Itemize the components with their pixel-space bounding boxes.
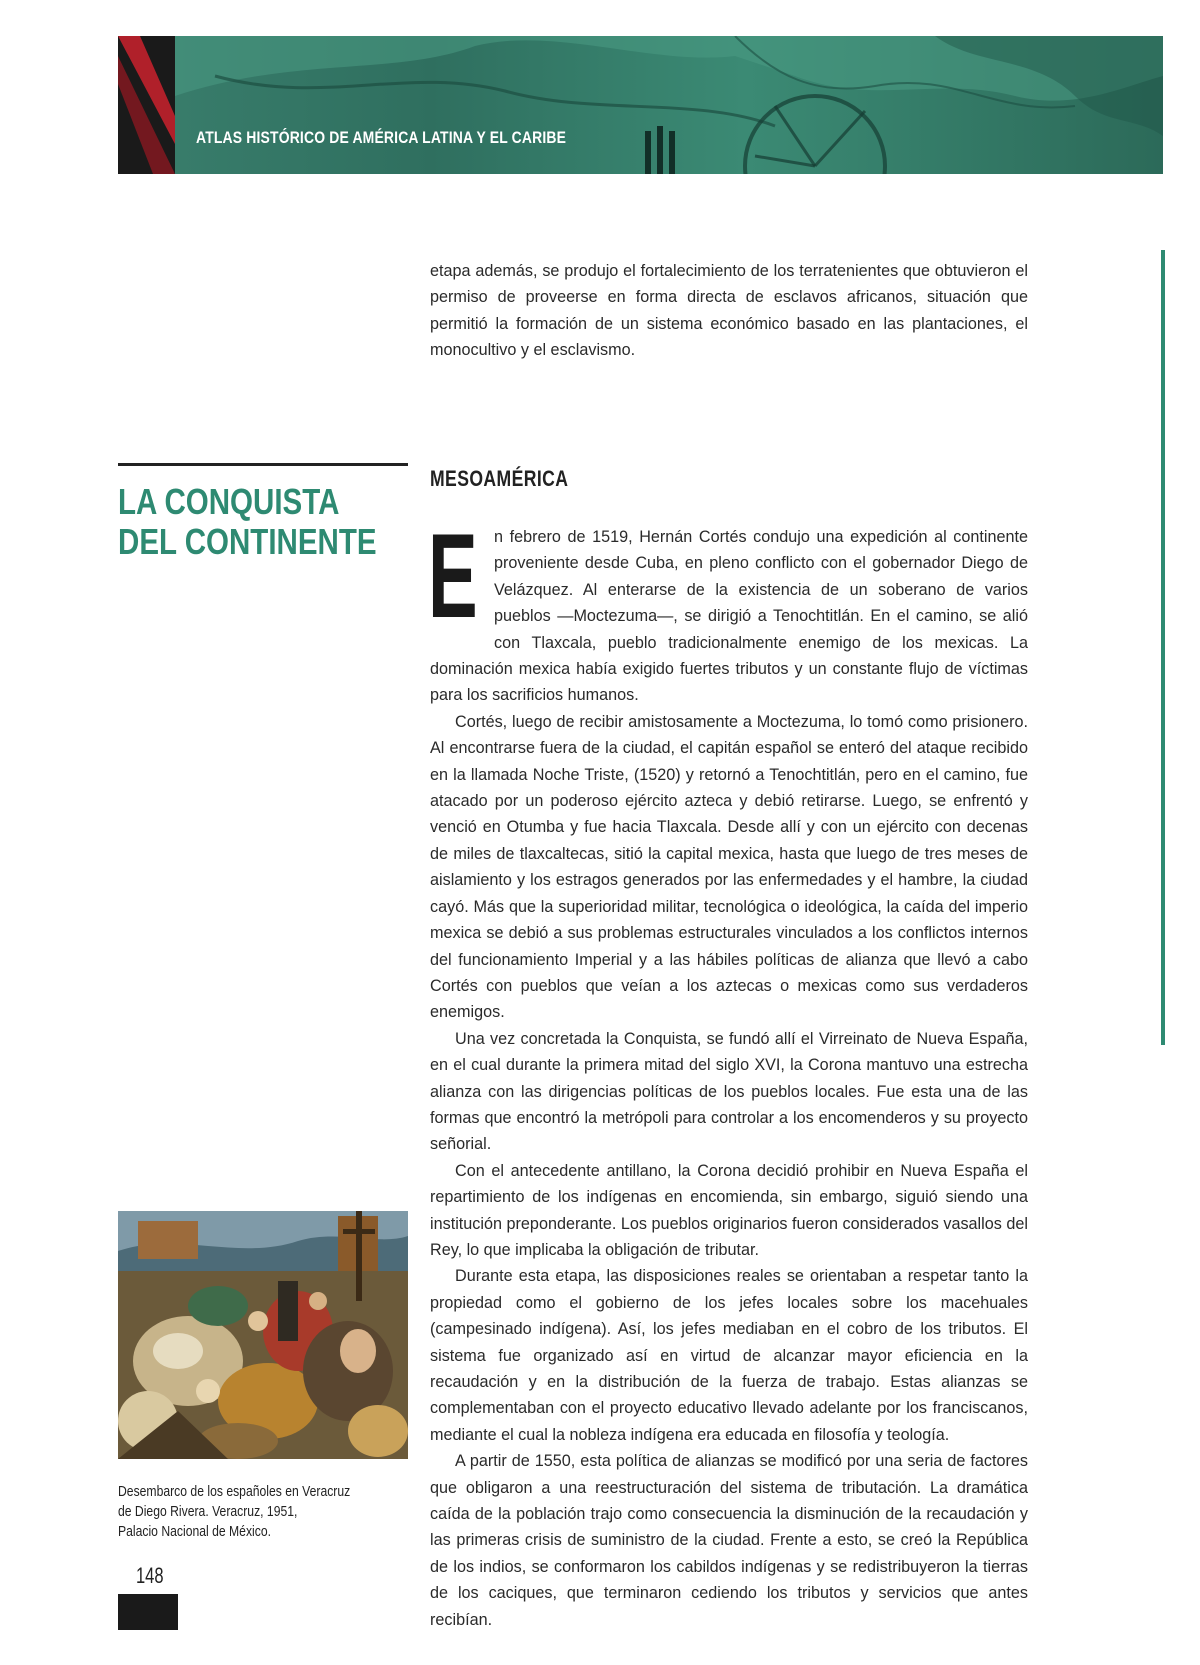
section-title-line1: LA CONQUISTA (118, 481, 340, 522)
red-stripe-decoration (118, 36, 175, 174)
article-paragraph: A partir de 1550, esta política de alianzas se modificó por una seria de factores que obligaron a una reestructuración del sistema de tributación. La dramática caída de la población trajo como consecuencia la disminución de la recaudación y las primeras crisis de suministro de la ciudad. Frente a esto, se creó la República de los indios, se conformaron los cabildos indígenas y se redistribuyeron la tierras de los caciques, que terminaron cediendo los tributos y servicios que antes recibían. (430, 1452, 1028, 1629)
page-number-block (118, 1594, 178, 1630)
caption-line1: Desembarco de los españoles en Veracruz (118, 1484, 351, 1500)
article-paragraph: Cortés, luego de recibir amistosamente a Moctezuma, lo tomó como prisionero. Al encontrarse fuera de la ciudad, el capitán español se enteró del ataque recibido en la llamada Noche Triste, (1520) y retornó a Tenochtitlán, pero en el camino, fue atacado por un poderoso ejército azteca y debió retirarse. Luego, se enfrentó y venció en Otumba y fue hacia Tlaxcala. Desde allí y con un ejército con decenas de miles de tlaxcaltecas, sitió la capital mexica, hasta que luego de tres meses de aislamiento y los estragos generados por las enfermedades y el hambre, la ciudad cayó. Más que la superioridad militar, tecnológica o ideológica, la caída del imperio mexica se debió a sus problemas estructurales vinculados a los conflictos internos del funcionamiento Imperial y a las hábiles políticas de alianza que llevó a cabo Cortés con pueblos que veían a los aztecas o mexicas como sus verdaderos enemigos. (430, 712, 1028, 1022)
section-title-line2: DEL CONTINENTE (118, 521, 377, 562)
article-paragraph: Una vez concretada la Conquista, se fundó allí el Virreinato de Nueva España, en el cual durante la primera mitad del siglo XVI, la Corona mantuvo una estrecha alianza con las dirigencias políticas de los pueblos locales. Fue esta una de las formas que encontró la metrópoli para controlar a los encomenderos y su proyecto señorial. (430, 1029, 1028, 1154)
caption-line2: de Diego Rivera. Veracruz, 1951, (118, 1504, 298, 1520)
intro-paragraph: etapa además, se produjo el fortalecimiento de los terratenientes que obtuvieron el permiso de proveerse en forma directa de esclavos africanos, situación que permitió la formación de un sistema económico basado en las plantaciones, el monocultivo y el esclavismo. (430, 262, 1028, 360)
right-accent-rule (1161, 250, 1165, 1045)
mural-painting (118, 1211, 408, 1459)
article-body (428, 509, 1028, 1633)
mural-image (118, 1211, 408, 1459)
section-divider (118, 463, 408, 466)
paragraph-text: n febrero de 1519, Hernán Cortés condujo una expedición al continente proveniente desde Cuba, en pleno conflicto con el gobernador Diego de Velázquez. Al enterarse de la existencia de un soberano de varios pueblos —Moctezuma—, se dirigió a Tenochtitlán. En el camino, se alió con Tlaxcala, pueblo tradicionalmente enemigo de los mexicas. La dominación mexica había exigido fuertes tributos y un constante flujo de víctimas para los sacrificios humanos. (430, 528, 1028, 705)
header-title: ATLAS HISTÓRICO DE AMÉRICA LATINA Y EL CARIBE (196, 128, 567, 147)
section-title (118, 481, 377, 562)
article-paragraph (428, 509, 1028, 709)
drop-cap: E (428, 509, 478, 643)
article-paragraph: Durante esta etapa, las disposiciones reales se orientaban a respetar tanto la propiedad como el gobierno de los jefes locales sobre los macehuales (campesinado indígena). Así, los jefes mediaban en el cobro de los tributos. El sistema fue organizado así en virtud de alcanzar mayor eficiencia en la recaudación y en la distribución de la fuerza de trabajo. Estas alianzas se complementaban con el proyecto educativo llevado adelante por los franciscanos, mediante el cual la nobleza indígena era educada en filosofía y teología. (430, 1267, 1028, 1444)
page-number: 148 (136, 1563, 164, 1588)
header-banner (118, 36, 1163, 174)
subheading: MESOAMÉRICA (430, 466, 569, 491)
figure-caption (118, 1482, 418, 1542)
intro-paragraph-block (430, 258, 1028, 364)
map-illustration (175, 36, 1163, 174)
caption-line3: Palacio Nacional de México. (118, 1524, 272, 1540)
article-paragraph: Con el antecedente antillano, la Corona decidió prohibir en Nueva España el repartimiento de los indígenas en encomienda, sin embargo, siguió siendo una institución preponderante. Los pueblos originarios fueron considerados vasallos del Rey, lo que implicaba la obligación de tributar. (430, 1161, 1028, 1259)
